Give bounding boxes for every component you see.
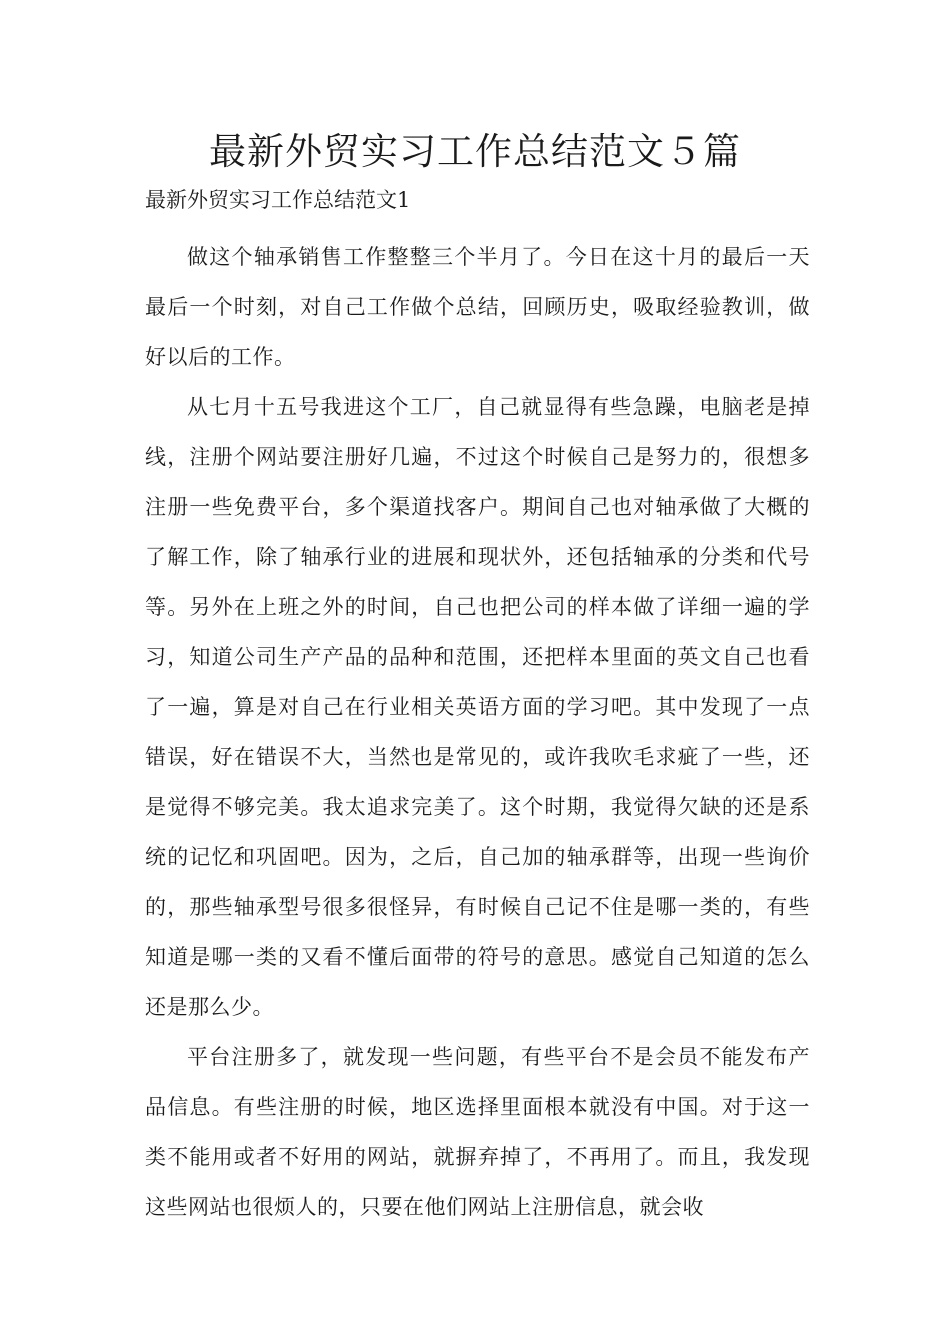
- paragraph-1: 做这个轴承销售工作整整三个半月了。今日在这十月的最后一天最后一个时刻，对自己工作做个总结，回顾历史，吸取经验教训，做好以后的工作。: [145, 245, 810, 369]
- section-heading: 最新外贸实习工作总结范文1: [145, 188, 411, 212]
- paragraph-3: 平台注册多了，就发现一些问题，有些平台不是会员不能发布产品信息。有些注册的时候，地区选择里面根本就没有中国。对于这一类不能用或者不好用的网站，就摒弃掉了，不再用了。而且，我发现这些网站也很烦人的，只要在他们网站上注册信息，就会收: [145, 1045, 810, 1219]
- document-title: 最新外贸实习工作总结范文５篇: [209, 130, 741, 173]
- document-body: [145, 232, 810, 1232]
- paragraph-2: 从七月十五号我进这个工厂，自己就显得有些急躁，电脑老是掉线，注册个网站要注册好几遍，不过这个时候自己是努力的，很想多注册一些免费平台，多个渠道找客户。期间自己也对轴承做了大概的了解工作，除了轴承行业的进展和现状外，还包括轴承的分类和代号等。另外在上班之外的时间，自己也把公司的样本做了详细一遍的学习，知道公司生产产品的品种和范围，还把样本里面的英文自己也看了一遍，算是对自己在行业相关英语方面的学习吧。其中发现了一点错误，好在错误不大，当然也是常见的，或许我吹毛求疵了一些，还是觉得不够完美。我太追求完美了。这个时期，我觉得欠缺的还是系统的记忆和巩固吧。因为，之后，自己加的轴承群等，出现一些询价的，那些轴承型号很多很怪异，有时候自己记不住是哪一类的，有些知道是哪一类的又看不懂后面带的符号的意思。感觉自己知道的怎么还是那么少。: [145, 395, 810, 1019]
